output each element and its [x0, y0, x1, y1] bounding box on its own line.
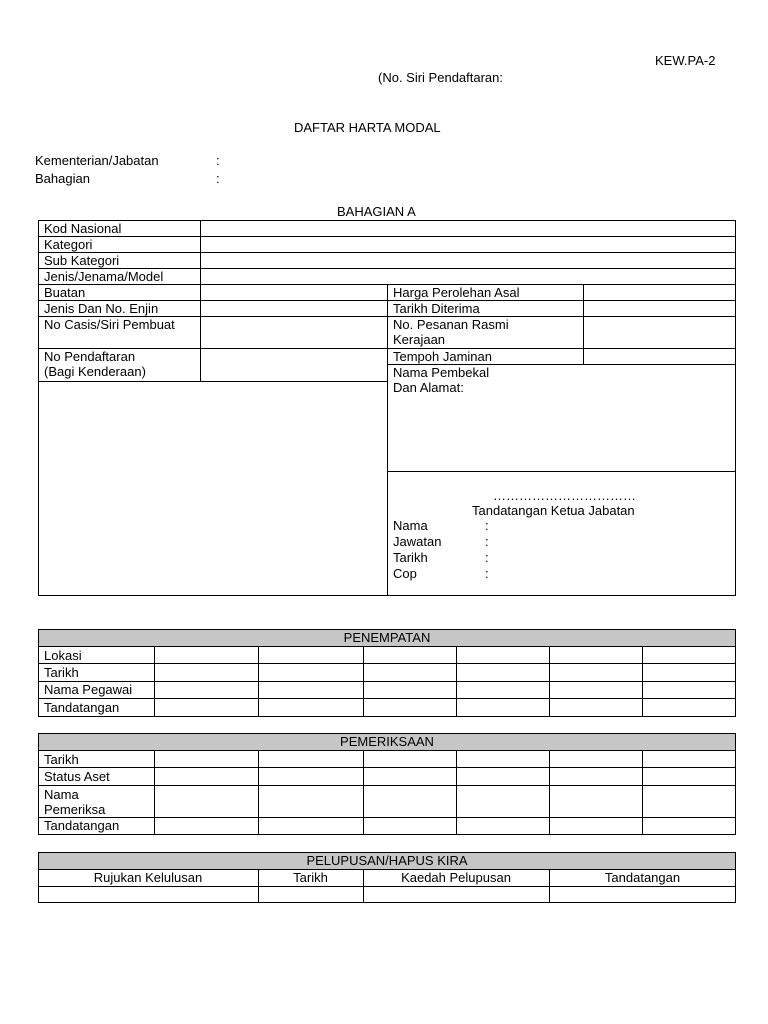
division-label: Bahagian [35, 171, 90, 186]
pemeriksaan-row-tarikh: Tarikh [44, 752, 79, 767]
kod-nasional-label: Kod Nasional [44, 221, 122, 236]
pelupusan-title: PELUPUSAN/HAPUS KIRA [38, 852, 736, 870]
ministry-colon: : [216, 153, 220, 168]
form-code: KEW.PA-2 [655, 53, 716, 68]
harga-perolehan-label: Harga Perolehan Asal [393, 285, 520, 300]
sub-kategori-label: Sub Kategori [44, 253, 120, 268]
pelupusan-col-tandatangan: Tandatangan [604, 870, 681, 885]
buatan-label: Buatan [44, 285, 86, 300]
serial-number-label: (No. Siri Pendaftaran: [378, 70, 504, 85]
division-colon: : [216, 171, 220, 186]
sig-nama-colon: : [485, 518, 489, 533]
penempatan-row-tarikh: Tarikh [44, 665, 79, 680]
alamat-label: Dan Alamat: [393, 380, 464, 395]
pelupusan-col-tarikh: Tarikh [293, 870, 328, 885]
kategori-label: Kategori [44, 237, 93, 252]
jenis-jenama-model-label: Jenis/Jenama/Model [44, 269, 164, 284]
tarikh-diterima-label: Tarikh Diterima [393, 301, 480, 316]
pelupusan-col-kaedah: Kaedah Pelupusan [401, 870, 511, 885]
penempatan-title: PENEMPATAN [38, 629, 736, 647]
page-title: DAFTAR HARTA MODAL [294, 120, 441, 135]
sig-jawatan-colon: : [485, 534, 489, 549]
sig-cop-colon: : [485, 566, 489, 581]
no-pendaftaran-label: No Pendaftaran [44, 349, 136, 364]
pelupusan-col-rujukan: Rujukan Kelulusan [93, 870, 203, 885]
sig-cop-label: Cop [393, 566, 417, 581]
section-a-title: BAHAGIAN A [337, 204, 416, 219]
tempoh-jaminan-label: Tempoh Jaminan [393, 349, 492, 364]
pemeriksaan-row-pemeriksa: Pemeriksa [44, 802, 106, 817]
sig-jawatan-label: Jawatan [393, 534, 442, 549]
pemeriksaan-title: PEMERIKSAAN [38, 733, 736, 751]
pemeriksaan-row-tandatangan: Tandatangan [44, 818, 120, 833]
signature-dots: …………………………… [493, 488, 636, 503]
pemeriksaan-row-status-aset: Status Aset [44, 769, 110, 784]
signature-title: Tandatangan Ketua Jabatan [472, 503, 635, 518]
sig-nama-label: Nama [393, 518, 428, 533]
penempatan-row-nama-pegawai: Nama Pegawai [44, 682, 133, 697]
penempatan-row-tandatangan: Tandatangan [44, 700, 120, 715]
penempatan-row-lokasi: Lokasi [44, 648, 82, 663]
no-pendaftaran-sublabel: (Bagi Kenderaan) [44, 364, 146, 379]
jenis-no-enjin-label: Jenis Dan No. Enjin [44, 301, 159, 316]
sig-tarikh-label: Tarikh [393, 550, 428, 565]
pemeriksaan-row-nama: Nama [44, 787, 79, 802]
no-pesanan-label: No. Pesanan Rasmi [393, 317, 509, 332]
nama-pembekal-label: Nama Pembekal [393, 365, 490, 380]
sig-tarikh-colon: : [485, 550, 489, 565]
no-pesanan-sublabel: Kerajaan [393, 332, 446, 347]
no-casis-label: No Casis/Siri Pembuat [44, 317, 175, 332]
ministry-label: Kementerian/Jabatan [35, 153, 159, 168]
